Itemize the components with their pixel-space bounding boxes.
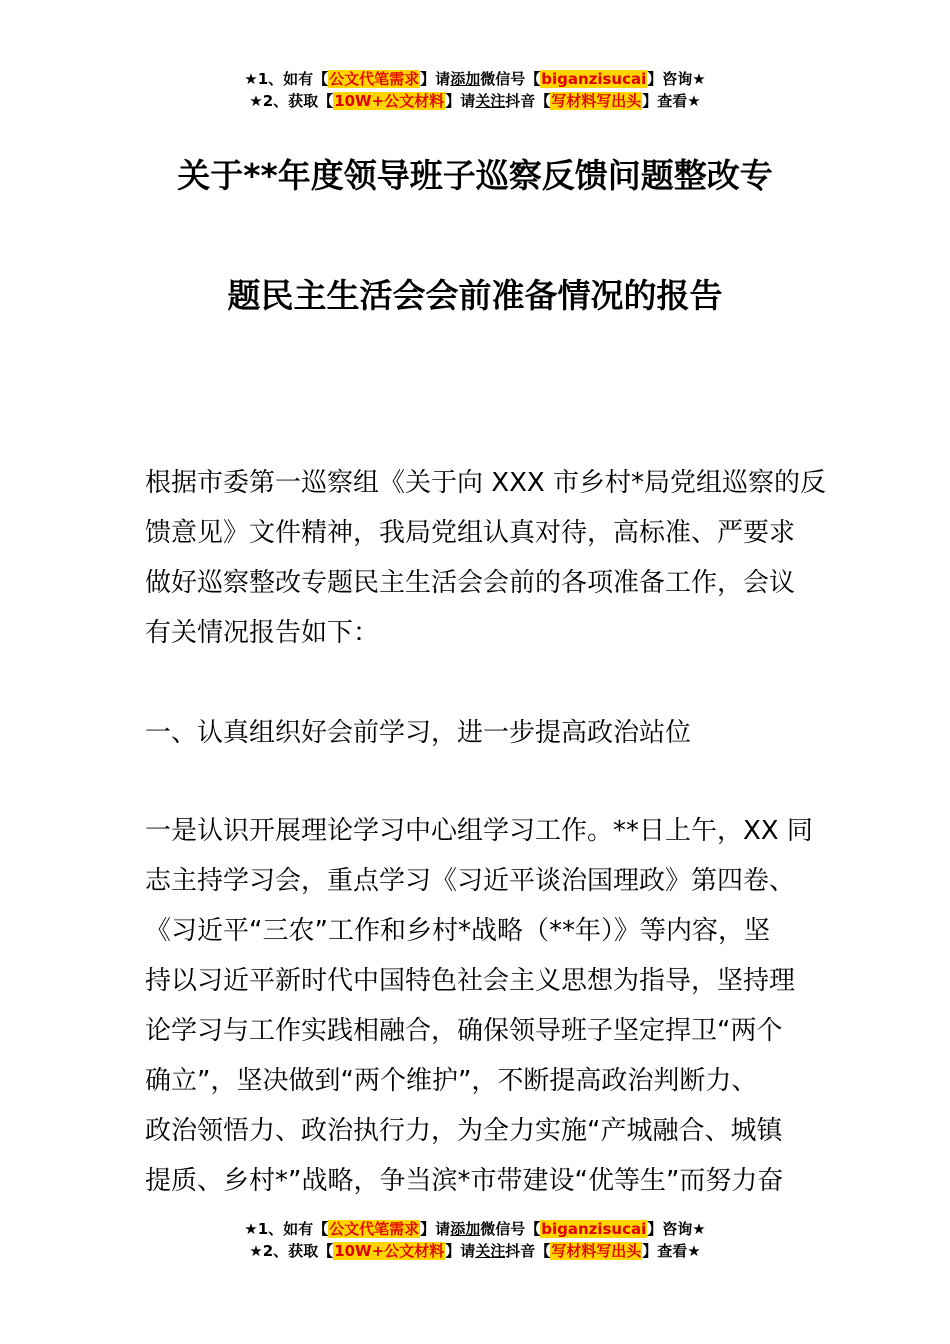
text-line: 有关情况报告如下： (145, 618, 380, 648)
promo-text: ★1、如有【 (244, 70, 329, 88)
promo-line-2 (0, 90, 950, 112)
promo-highlight: 公文代笔需求 (329, 70, 420, 88)
text-line: 根据市委第一巡察组《关于向 XXX 市乡村*局党组巡察的反 (145, 468, 826, 498)
promo-highlight: 写材料写出头 (551, 1242, 642, 1260)
promo-text: 】查看★ (642, 1242, 701, 1260)
promo-line-2 (0, 1240, 950, 1262)
document-title-line-1: 关于**年度领导班子巡察反馈问题整改专 (177, 156, 773, 195)
promo-text: 】咨询★ (647, 1220, 706, 1238)
text-line: 论学习与工作实践相融合，确保领导班子坚定捍卫“两个 (145, 1016, 783, 1046)
promo-highlight: 写材料写出头 (551, 92, 642, 110)
promo-line-1 (0, 68, 950, 90)
text-line: 《习近平“三农”工作和乡村*战略（**年）》等内容，坚 (145, 916, 770, 946)
promo-line-1 (0, 1218, 950, 1240)
promo-text: 】请 (445, 1242, 476, 1260)
promo-underline: 关注 (475, 92, 506, 110)
promo-text: ★1、如有【 (244, 1220, 329, 1238)
promo-text: 】咨询★ (647, 70, 706, 88)
promo-highlight: 10W+公文材料 (334, 92, 445, 110)
text-line: 馈意见》文件精神，我局党组认真对待，高标准、严要求 (145, 518, 796, 548)
text-line: 一、认真组织好会前学习，进一步提高政治站位 (145, 718, 692, 748)
promo-text: 微信号【 (480, 70, 541, 88)
promo-text: ★2、获取【 (249, 92, 334, 110)
text-line: 志主持学习会，重点学习《习近平谈治国理政》第四卷、 (145, 866, 796, 896)
header-promo (0, 68, 950, 112)
text-line: 持以习近平新时代中国特色社会主义思想为指导，坚持理 (145, 966, 796, 996)
promo-text: 】查看★ (642, 92, 701, 110)
promo-highlight: biganzisucai (541, 1220, 647, 1238)
promo-text: 】请 (445, 92, 476, 110)
text-line: 提质、乡村*”战略，争当滨*市带建设“优等生”而努力奋 (145, 1166, 784, 1196)
promo-highlight: 公文代笔需求 (329, 1220, 420, 1238)
text-line: 确立”，坚决做到“两个维护”，不断提高政治判断力、 (145, 1066, 758, 1096)
intro-paragraph (145, 458, 826, 658)
promo-underline: 添加 (450, 70, 481, 88)
document-title-line-2: 题民主生活会会前准备情况的报告 (227, 276, 723, 315)
promo-text: ★2、获取【 (249, 1242, 334, 1260)
text-line: 做好巡察整改专题民主生活会会前的各项准备工作，会议 (145, 568, 796, 598)
text-line: 一是认识开展理论学习中心组学习工作。**日上午，XX 同 (145, 816, 813, 846)
promo-text: 微信号【 (480, 1220, 541, 1238)
promo-text: 抖音【 (505, 1242, 551, 1260)
promo-underline: 关注 (475, 1242, 506, 1260)
body-paragraph-1 (145, 806, 815, 1206)
promo-highlight: 10W+公文材料 (334, 1242, 445, 1260)
promo-text: 抖音【 (505, 92, 551, 110)
footer-promo (0, 1218, 950, 1262)
section-heading-1 (145, 708, 815, 758)
promo-highlight: biganzisucai (541, 70, 647, 88)
promo-underline: 添加 (450, 1220, 481, 1238)
text-line: 政治领悟力、政治执行力，为全力实施“产城融合、城镇 (145, 1116, 783, 1146)
promo-text: 】请 (420, 1220, 451, 1238)
promo-text: 】请 (420, 70, 451, 88)
